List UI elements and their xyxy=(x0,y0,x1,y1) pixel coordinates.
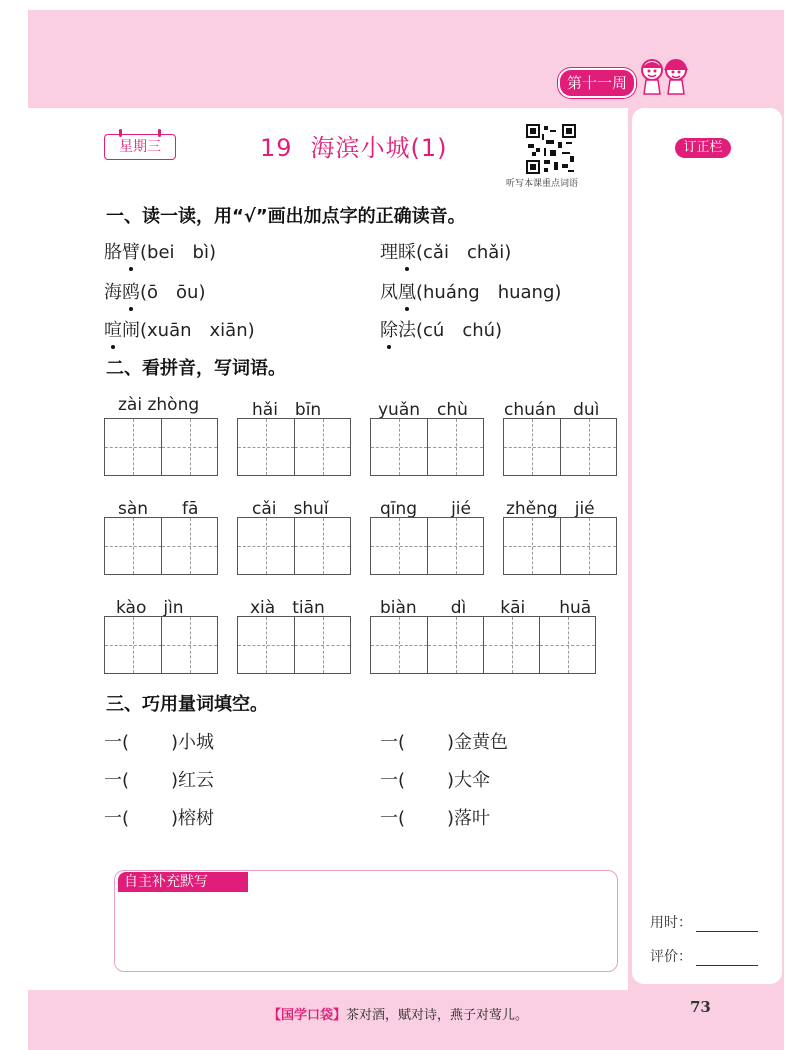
correction-column xyxy=(632,108,782,984)
measure-word-blank[interactable]: 一( )红云 xyxy=(104,770,215,791)
pinyin-label: zhěng jié xyxy=(506,499,595,519)
writing-grid[interactable] xyxy=(104,517,218,575)
footer-quote xyxy=(268,1004,528,1023)
reading-item: 理睬(cǎi chǎi) xyxy=(380,242,512,263)
correction-tag: 订正栏 xyxy=(675,138,731,158)
measure-word-blank[interactable]: 一( )金黄色 xyxy=(380,732,509,753)
time-field[interactable]: 用时： xyxy=(650,912,758,932)
page-number: 73 xyxy=(690,998,711,1016)
writing-grid[interactable] xyxy=(370,517,484,575)
measure-word-blank[interactable]: 一( )落叶 xyxy=(380,808,491,829)
pinyin-label: biàn dì kāi huā xyxy=(380,598,592,618)
week-badge: 第十一周 xyxy=(558,68,636,98)
writing-grid[interactable] xyxy=(237,517,351,575)
writing-grid[interactable] xyxy=(503,418,617,476)
footer-text: 茶对酒，赋对诗，燕子对莺儿。 xyxy=(346,1008,529,1023)
pinyin-label: yuǎn chù xyxy=(378,400,468,420)
evaluation-field[interactable]: 评价： xyxy=(650,946,758,966)
measure-word-blank[interactable]: 一( )榕树 xyxy=(104,808,215,829)
measure-word-blank[interactable]: 一( )大伞 xyxy=(380,770,491,791)
cartoon-kids-icon xyxy=(636,56,696,96)
reading-item: 海鸥(ō ōu) xyxy=(104,282,206,303)
pinyin-label: qīng jié xyxy=(380,499,471,519)
writing-grid[interactable] xyxy=(237,616,351,674)
supplement-label: 自主补充默写 xyxy=(118,872,248,892)
lesson-number: 19 xyxy=(260,134,293,162)
pinyin-label: hǎi bīn xyxy=(252,400,322,420)
writing-grid[interactable] xyxy=(104,616,218,674)
pinyin-label: xià tiān xyxy=(250,598,325,618)
reading-item: 凤凰(huáng huang) xyxy=(380,282,562,303)
writing-grid[interactable] xyxy=(503,517,617,575)
writing-grid[interactable] xyxy=(237,418,351,476)
writing-grid[interactable] xyxy=(104,418,218,476)
lesson-name: 海滨小城(1) xyxy=(310,134,448,162)
pinyin-label: sàn fā xyxy=(118,499,199,519)
section3-title: 三、巧用量词填空。 xyxy=(106,694,268,715)
pinyin-label: chuán duì xyxy=(504,400,600,420)
writing-grid[interactable] xyxy=(370,616,596,674)
measure-word-blank[interactable]: 一( )小城 xyxy=(104,732,215,753)
reading-item: 喧闹(xuān xiān) xyxy=(104,320,255,341)
footer-tag: 【国学口袋】 xyxy=(268,1008,347,1023)
writing-grid[interactable] xyxy=(370,418,484,476)
section2-title: 二、看拼音，写词语。 xyxy=(106,358,286,379)
reading-item: 除法(cú chú) xyxy=(380,320,503,341)
pinyin-label: kào jìn xyxy=(116,598,184,618)
reading-item: 胳臂(bei bì) xyxy=(104,242,216,263)
lesson-title xyxy=(260,128,448,163)
qr-code-icon[interactable] xyxy=(526,124,576,174)
pinyin-label: zài zhòng xyxy=(118,395,200,415)
qr-caption: 听写本课重点词语 xyxy=(506,179,579,189)
day-tag: 星期三 xyxy=(104,134,176,160)
pinyin-label: cǎi shuǐ xyxy=(252,499,329,519)
section1-title: 一、读一读，用“√”画出加点字的正确读音。 xyxy=(106,206,466,227)
